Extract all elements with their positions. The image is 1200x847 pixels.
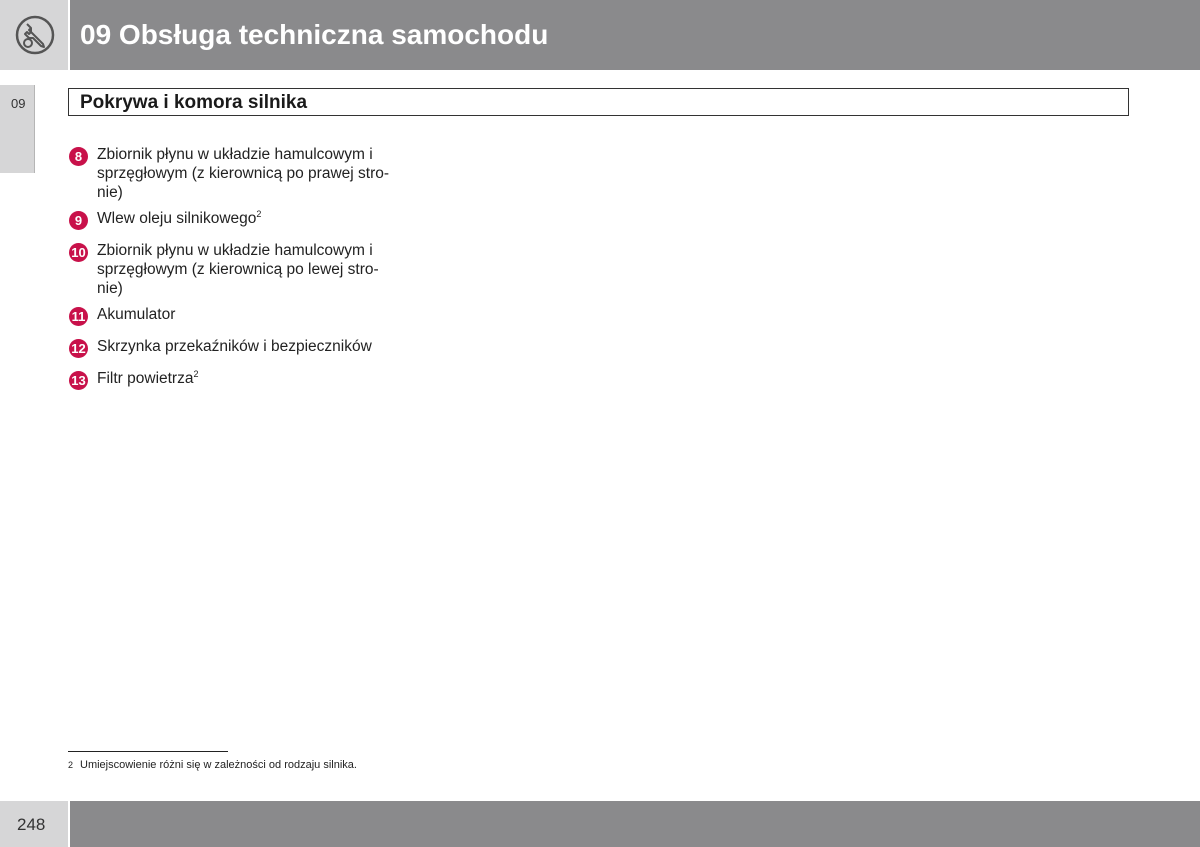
footnote-number: 2: [68, 760, 74, 770]
item-text: Skrzynka przekaźników i bezpieczników: [97, 338, 372, 355]
chapter-tab: [0, 85, 35, 173]
page-title: 09 Obsługa techniczna samochodu: [80, 19, 549, 50]
item-number-badge: 8: [69, 147, 88, 166]
page-number: 248: [17, 815, 46, 834]
item-number-badge: 11: [69, 307, 88, 326]
item-text: Zbiornik płynu w układzie hamulcowym i sprzęgłowym (z kierownicą po lewej stro- nie): [97, 242, 379, 297]
footer-page-box: [0, 801, 68, 847]
item-number-badge: 9: [69, 211, 88, 230]
footnote: [68, 759, 357, 771]
footnote-ref: 2: [193, 368, 199, 379]
item-number-badge: 10: [69, 243, 88, 262]
footnote-text: Umiejscowienie różni się w zależności od rodzaju silnika.: [80, 759, 357, 771]
footnote-divider: [68, 751, 228, 752]
section-title: Pokrywa i komora silnika: [80, 92, 308, 113]
chapter-tab-label: 09: [11, 96, 26, 111]
item-number-badge: 13: [69, 371, 88, 390]
wrench-gear-icon: [15, 15, 55, 55]
item-text: Filtr powietrza$^2$: [97, 368, 199, 387]
item-text: Akumulator: [97, 306, 176, 323]
footer-bar: [70, 801, 1200, 847]
section-heading-box: [68, 88, 1129, 116]
header-bar: [70, 0, 1200, 70]
item-text: Zbiornik płynu w układzie hamulcowym i sprzęgłowym (z kierownicą po prawej stro- nie): [97, 146, 390, 201]
footnote-ref: 2: [256, 208, 262, 219]
item-text: Wlew oleju silnikowego$^2$: [97, 208, 262, 227]
header-icon-box: [0, 0, 68, 70]
item-number-badge: 12: [69, 339, 88, 358]
